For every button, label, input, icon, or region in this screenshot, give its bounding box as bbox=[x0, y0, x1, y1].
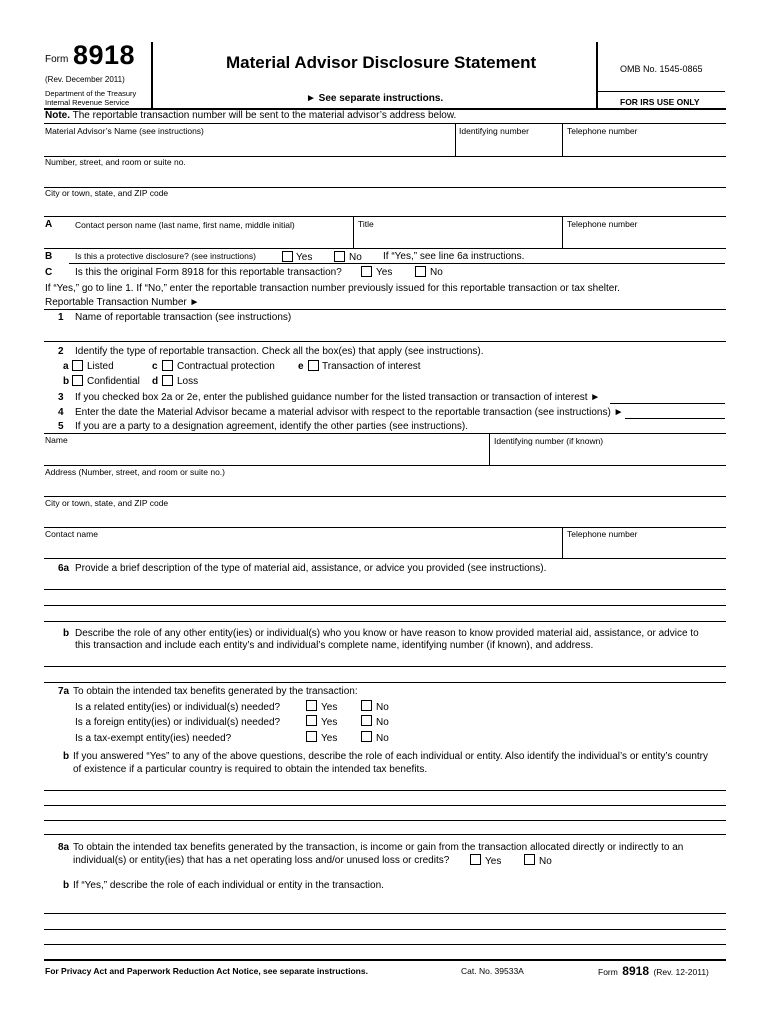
advisor-phone-label: Telephone number bbox=[567, 126, 638, 136]
line-8a-text-2: individual(s) or entity(ies) that has a net operating loss and/or unused loss or credits? bbox=[73, 855, 450, 866]
party-id-label: Identifying number (if known) bbox=[494, 436, 604, 446]
party-contact-label: Contact name bbox=[45, 529, 98, 539]
form-title: Material Advisor Disclosure Statement bbox=[226, 53, 537, 72]
contractual-protection-checkbox[interactable] bbox=[162, 360, 173, 371]
protective-disclosure-question: Is this a protective disclosure? (see instructions) bbox=[75, 251, 256, 261]
line-6a-text: Provide a brief description of the type of material aid, assistance, or advice you provided (see instructions). bbox=[75, 563, 547, 574]
nol-yes-label: Yes bbox=[485, 856, 502, 867]
advisor-city-field[interactable] bbox=[45, 199, 724, 215]
party-name-label: Name bbox=[45, 435, 68, 445]
line-2e-letter: e bbox=[298, 361, 304, 372]
department-line: Department of the Treasury bbox=[45, 89, 137, 98]
related-yes-checkbox[interactable] bbox=[306, 700, 317, 711]
foreign-entity-question: Is a foreign entity(ies) or individual(s) needed? bbox=[75, 717, 281, 728]
line-7b-text-2: of existence if a particular country is required to obtain the intended tax benefits. bbox=[73, 764, 428, 775]
rtn-label: Reportable Transaction Number ► bbox=[45, 297, 200, 308]
advisor-id-label: Identifying number bbox=[459, 126, 529, 136]
related-no-checkbox[interactable] bbox=[361, 700, 372, 711]
line-2-number: 2 bbox=[58, 346, 64, 357]
foreign-no-label: No bbox=[376, 717, 389, 728]
line-8a-number: 8a bbox=[58, 842, 70, 853]
omb-number: OMB No. 1545-0865 bbox=[620, 64, 703, 74]
line-b-letter: B bbox=[45, 251, 53, 262]
line-6b-letter: b bbox=[63, 628, 70, 639]
tax-exempt-yes-checkbox[interactable] bbox=[306, 731, 317, 742]
contractual-protection-label: Contractual protection bbox=[177, 361, 275, 372]
advisor-date-field[interactable] bbox=[625, 405, 725, 418]
nol-no-label: No bbox=[539, 856, 552, 867]
line-2a-letter: a bbox=[63, 361, 69, 372]
contact-person-label: Contact person name (last name, first name, middle initial) bbox=[75, 220, 295, 230]
if-yes-instruction: If “Yes,” go to line 1. If “No,” enter the reportable transaction number previously issued for this reportable transaction or tax shelter. bbox=[45, 283, 620, 294]
protective-no-label: No bbox=[349, 252, 362, 263]
related-entity-question: Is a related entity(ies) or individual(s) needed? bbox=[75, 702, 281, 713]
contact-person-field[interactable] bbox=[75, 232, 352, 247]
party-phone-field[interactable] bbox=[567, 540, 724, 557]
line-2b-letter: b bbox=[63, 376, 70, 387]
form-revision: (Rev. December 2011) bbox=[45, 75, 125, 84]
listed-checkbox[interactable] bbox=[72, 360, 83, 371]
line-3-text: If you checked box 2a or 2e, enter the published guidance number for the listed transaction or transaction of interest ► bbox=[75, 392, 601, 403]
contact-phone-field[interactable] bbox=[567, 232, 724, 247]
loss-label: Loss bbox=[177, 376, 199, 387]
party-phone-label: Telephone number bbox=[567, 529, 638, 539]
line-1-number: 1 bbox=[58, 312, 64, 323]
original-no-checkbox[interactable] bbox=[415, 266, 426, 277]
line-2d-letter: d bbox=[152, 376, 159, 387]
line-1-text: Name of reportable transaction (see instructions) bbox=[75, 312, 292, 323]
catalog-number: Cat. No. 39533A bbox=[461, 966, 524, 976]
line-6a-number: 6a bbox=[58, 563, 70, 574]
line-5-number: 5 bbox=[58, 421, 64, 432]
footer-form-id: Form 8918 (Rev. 12-2011) bbox=[598, 964, 709, 978]
line-7b-letter: b bbox=[63, 751, 70, 762]
protective-note: If “Yes,” see line 6a instructions. bbox=[383, 251, 525, 262]
nol-yes-checkbox[interactable] bbox=[470, 854, 481, 865]
advisor-city-label: City or town, state, and ZIP code bbox=[45, 188, 169, 198]
advisor-street-label: Number, street, and room or suite no. bbox=[45, 157, 186, 167]
tax-exempt-no-checkbox[interactable] bbox=[361, 731, 372, 742]
line-6b-text-1: Describe the role of any other entity(ies) or individual(s) who you know or have reason to know provided material aid, assistance, or advice to bbox=[75, 628, 699, 639]
line-4-text: Enter the date the Material Advisor became a material advisor with respect to the reportable transaction (see instructions) ► bbox=[75, 407, 624, 418]
form-number: 8918 bbox=[73, 40, 136, 70]
advisor-name-field[interactable] bbox=[45, 136, 453, 155]
nol-no-checkbox[interactable] bbox=[524, 854, 535, 865]
advisor-street-field[interactable] bbox=[45, 168, 724, 186]
party-address-label: Address (Number, street, and room or suite no.) bbox=[45, 467, 225, 477]
line-4-number: 4 bbox=[58, 407, 64, 418]
irs-use-label: FOR IRS USE ONLY bbox=[620, 97, 700, 107]
foreign-yes-label: Yes bbox=[321, 717, 338, 728]
tax-exempt-yes-label: Yes bbox=[321, 733, 338, 744]
line-3-number: 3 bbox=[58, 392, 64, 403]
transaction-name-field[interactable] bbox=[45, 325, 724, 340]
tax-exempt-question: Is a tax-exempt entity(ies) needed? bbox=[75, 733, 232, 744]
foreign-yes-checkbox[interactable] bbox=[306, 715, 317, 726]
line-c-letter: C bbox=[45, 267, 53, 278]
see-instructions: ► See separate instructions. bbox=[306, 93, 444, 104]
line-7b-text-1: If you answered “Yes” to any of the above questions, describe the role of each individual or entity. Also identify the individual’s or entity’s country bbox=[73, 751, 708, 762]
original-form-question: Is this the original Form 8918 for this reportable transaction? bbox=[75, 267, 342, 278]
contact-title-field[interactable] bbox=[358, 232, 558, 247]
line-2-text: Identify the type of reportable transaction. Check all the box(es) that apply (see instructions). bbox=[75, 346, 484, 357]
line-2c-letter: c bbox=[152, 361, 158, 372]
note-text: Note. The reportable transaction number will be sent to the material advisor’s address below. bbox=[45, 110, 457, 121]
line-8b-text: If “Yes,” describe the role of each individual or entity in the transaction. bbox=[73, 880, 384, 891]
line-8a-text-1: To obtain the intended tax benefits generated by the transaction, is income or gain from the transaction allocated directly or indirectly to an bbox=[73, 842, 684, 853]
party-contact-field[interactable] bbox=[45, 540, 557, 557]
line-8b-letter: b bbox=[63, 880, 70, 891]
agency-line: Internal Revenue Service bbox=[45, 98, 130, 107]
nol-role-description-field[interactable] bbox=[45, 895, 724, 957]
advisor-phone-field[interactable] bbox=[567, 136, 724, 155]
listed-label: Listed bbox=[87, 361, 114, 372]
protective-no-checkbox[interactable] bbox=[334, 251, 345, 262]
other-entities-description-field[interactable] bbox=[45, 653, 724, 681]
transaction-of-interest-checkbox[interactable] bbox=[308, 360, 319, 371]
related-no-label: No bbox=[376, 702, 389, 713]
original-yes-label: Yes bbox=[376, 267, 393, 278]
party-city-field[interactable] bbox=[45, 509, 724, 526]
advisor-id-field[interactable] bbox=[459, 136, 559, 155]
related-yes-label: Yes bbox=[321, 702, 338, 713]
transaction-of-interest-label: Transaction of interest bbox=[322, 361, 421, 372]
original-no-label: No bbox=[430, 267, 443, 278]
party-name-field[interactable] bbox=[45, 447, 485, 464]
original-yes-checkbox[interactable] bbox=[361, 266, 372, 277]
party-id-field[interactable] bbox=[494, 447, 724, 464]
confidential-label: Confidential bbox=[87, 376, 140, 387]
line-7a-number: 7a bbox=[58, 686, 70, 697]
line-6b-text-2: this transaction and include each entity’s and individual’s complete name, identifying number (if known), and address. bbox=[75, 640, 594, 651]
contact-title-label: Title bbox=[358, 219, 374, 229]
protective-yes-checkbox[interactable] bbox=[282, 251, 293, 262]
rtn-field[interactable] bbox=[210, 295, 510, 308]
form-word: Form bbox=[45, 54, 69, 65]
protective-yes-label: Yes bbox=[296, 252, 313, 263]
advisor-name-label: Material Advisor’s Name (see instructions) bbox=[45, 126, 204, 136]
foreign-no-checkbox[interactable] bbox=[361, 715, 372, 726]
line-5-text: If you are a party to a designation agreement, identify the other parties (see instructions). bbox=[75, 421, 468, 432]
tax-exempt-no-label: No bbox=[376, 733, 389, 744]
contact-phone-label: Telephone number bbox=[567, 219, 638, 229]
privacy-notice: For Privacy Act and Paperwork Reduction Act Notice, see separate instructions. bbox=[45, 966, 368, 976]
loss-checkbox[interactable] bbox=[162, 375, 173, 386]
party-city-label: City or town, state, and ZIP code bbox=[45, 498, 169, 508]
line-a-letter: A bbox=[45, 219, 53, 230]
material-aid-description-field[interactable] bbox=[45, 575, 724, 620]
guidance-number-field[interactable] bbox=[610, 390, 725, 403]
line-7a-text: To obtain the intended tax benefits generated by the transaction: bbox=[73, 686, 358, 697]
party-address-field[interactable] bbox=[45, 478, 724, 495]
confidential-checkbox[interactable] bbox=[72, 375, 83, 386]
